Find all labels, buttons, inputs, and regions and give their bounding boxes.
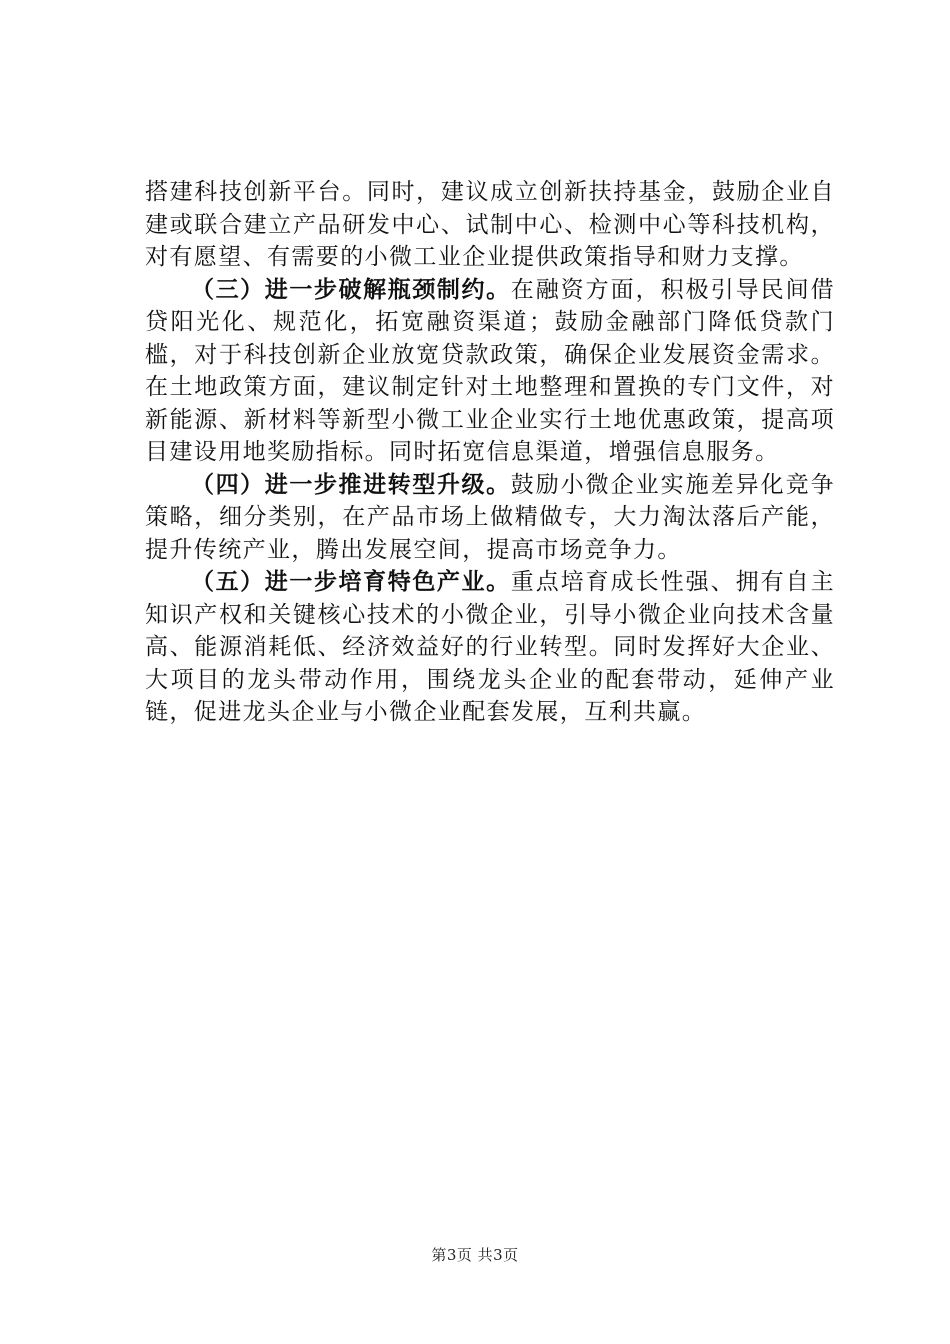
section-heading: （四）进一步推进转型升级。 xyxy=(191,471,511,498)
section-heading: （三）进一步破解瓶颈制约。 xyxy=(191,276,511,303)
document-body xyxy=(145,176,835,729)
page-number: 第3页 共3页 xyxy=(431,1246,519,1264)
section-heading: （五）进一步培育特色产业。 xyxy=(191,569,511,595)
paragraph-text: 鼓励小微企业实施差异化竞争策略，细分类别，在产品市场上做精做专，大力淘汰落后产能，提升传统产业，腾出发展空间，提高市场竞争力。 xyxy=(145,471,836,563)
paragraph-section-three xyxy=(145,274,835,469)
paragraph-continuation xyxy=(145,176,835,274)
paragraph-section-four xyxy=(145,469,835,567)
paragraph-text: 在融资方面，积极引导民间借贷阳光化、规范化，拓宽融资渠道；鼓励金融部门降低贷款门槛，对于科技创新企业放宽贷款政策，确保企业发展资金需求。在土地政策方面，建议制定针对土地整理和置换的专门文件，对新能源、新材料等新型小微工业企业实行土地优惠政策，提高项目建设用地奖励指标。同时拓宽信息渠道，增强信息服务。 xyxy=(145,276,836,465)
paragraph-section-five xyxy=(145,566,835,729)
page-footer xyxy=(0,1244,950,1265)
paragraph-text: 搭建科技创新平台。同时，建议成立创新扶持基金，鼓励企业自建或联合建立产品研发中心、试制中心、检测中心等科技机构，对有愿望、有需要的小微工业企业提供政策指导和财力支撑。 xyxy=(145,179,835,270)
paragraph-text: 重点培育成长性强、拥有自主知识产权和关键核心技术的小微企业，引导小微企业向技术含量高、能源消耗低、经济效益好的行业转型。同时发挥好大企业、大项目的龙头带动作用，围绕龙头企业的配套带动，延伸产业链，促进龙头企业与小微企业配套发展，互利共赢。 xyxy=(145,569,836,725)
